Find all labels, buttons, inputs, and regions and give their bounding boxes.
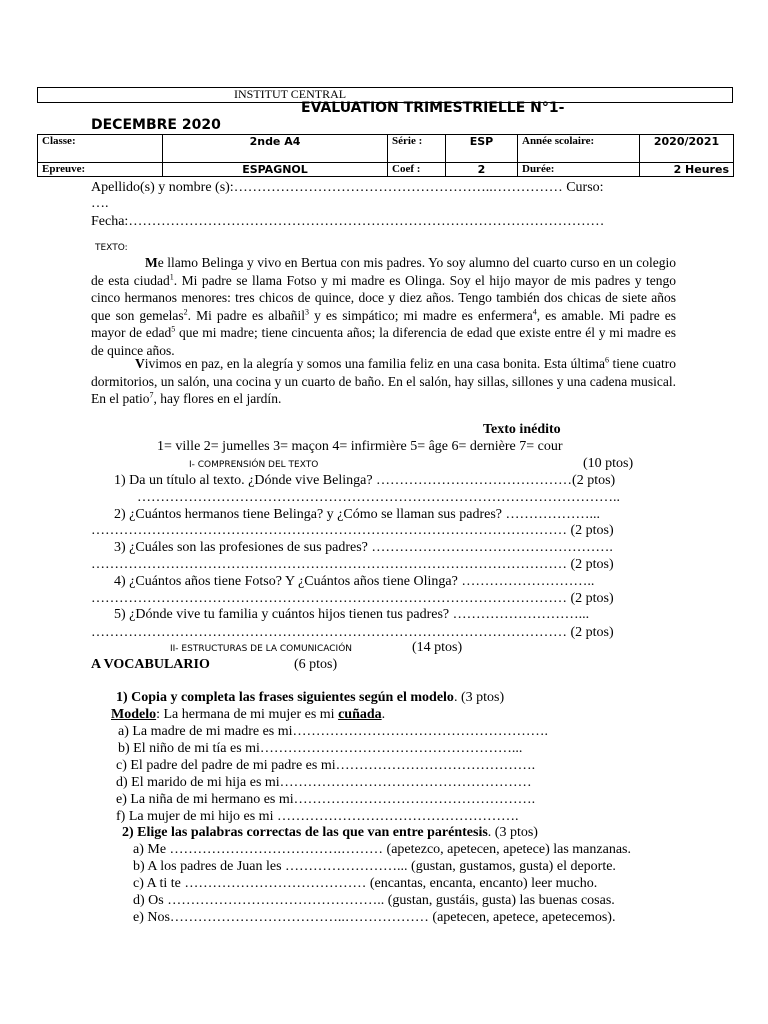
classe-value: 2nde A4 <box>163 135 388 163</box>
name-field-cont: …. <box>91 196 109 211</box>
ex1-item-e[interactable]: e) La niña de mi hermano es mi……………………………………………. <box>116 792 536 807</box>
ex2-item-d[interactable]: d) Os ……………………………………….. (gustan, gustáis, gusta) las buenas cosas. <box>133 893 615 908</box>
header-table <box>37 134 734 177</box>
ex2-item-c[interactable]: c) A ti te ………………………………… (encantas, encanta, encanto) leer mucho. <box>133 876 598 891</box>
dropcap-v: V <box>135 356 145 371</box>
question-1: 1) Da un título al texto. ¿Dónde vive Belinga? ……………………………………(2 ptos) <box>114 473 616 488</box>
date-field-line[interactable]: Fecha:………………………………………………………………………………………… <box>91 214 605 229</box>
question-4: 4) ¿Cuántos años tiene Fotso? Y ¿Cuántos años tiene Olinga? ……………………….. <box>114 574 595 589</box>
exam-title: EVALUATION TRIMESTRIELLE N°1- <box>301 100 565 116</box>
epreuve-label: Epreuve: <box>38 163 163 177</box>
institute-name: INSTITUT CENTRAL <box>234 87 347 101</box>
answer-line-3[interactable]: ………………………………………………………………………………………… (2 ptos) <box>91 557 614 572</box>
text-paragraph-1: Me llamo Belinga y vivo en Bertua con mis padres. Yo soy alumno del cuarto curso en un colegio de esta ciudad$^1$. Mi padre se llama Fotso y mi madre es Olinga. Soy el hijo mayor de mis padres y tengo cinco hermanos menores: tres chicos de quince, doce y diez años. Tengo también dos chicas de siete años que son gemelas$^2$. Mi padre es albañil$^3$ y es simpático; mi madre es enfermera$^4$, es amable. Mi padre es mayor de edad$^5$ que mi madre; tiene cincuenta años; la diferencia de edad que existe entre él y mi madre es de quince años. <box>91 255 677 358</box>
name-field-line[interactable]: Apellido(s) y nombre (s):………………………………………………..…………… Curso: <box>91 180 604 195</box>
epreuve-value: ESPAGNOL <box>163 163 388 177</box>
exercise-1-model: Modelo: La hermana de mi mujer es mi cuñada. <box>111 707 386 722</box>
part1-points: (10 ptos) <box>583 456 634 471</box>
annee-value: 2020/2021 <box>640 135 734 163</box>
glossary: 1= ville 2= jumelles 3= maçon 4= infirmière 5= âge 6= dernière 7= cour <box>157 439 563 454</box>
vocab-points: (6 ptos) <box>294 657 338 672</box>
ex1-item-f[interactable]: f) La mujer de mi hijo es mi ……………………………………………. <box>116 809 519 824</box>
answer-line-5[interactable]: ………………………………………………………………………………………… (2 ptos) <box>91 625 614 640</box>
coef-value: 2 <box>446 163 518 177</box>
exam-date: DECEMBRE 2020 <box>91 117 221 133</box>
exercise-2-title: 2) Elige las palabras correctas de las que van entre paréntesis. (3 ptos) <box>122 825 538 840</box>
ex2-item-e[interactable]: e) Nos………………………………..……………… (apetecen, apetece, apetecemos). <box>133 910 616 925</box>
duree-label: Durée: <box>518 163 640 177</box>
dropcap-m: M <box>145 255 158 270</box>
question-2: 2) ¿Cuántos hermanos tiene Belinga? y ¿Cómo se llaman sus padres? ………………... <box>114 507 601 522</box>
annee-label: Année scolaire: <box>518 135 640 163</box>
ex1-item-d[interactable]: d) El marido de mi hija es mi……………………………………………… <box>116 775 532 790</box>
ex1-item-a[interactable]: a) La madre de mi madre es mi………………………………………………. <box>118 724 549 739</box>
texto-label: TEXTO: <box>95 243 128 253</box>
answer-line-1[interactable]: ………………………………………………………………………………………….. <box>137 490 620 505</box>
ex2-item-a[interactable]: a) Me ……………………………….……… (apetezco, apetecen, apetece) las manzanas. <box>133 842 631 857</box>
ex1-item-b[interactable]: b) El niño de mi tía es mi………………………………………………... <box>118 741 523 756</box>
ex2-item-b[interactable]: b) A los padres de Juan les ……………………... (gustan, gustamos, gusta) el deporte. <box>133 859 616 874</box>
ex1-item-c[interactable]: c) El padre del padre de mi padre es mi……………………………………. <box>116 758 536 773</box>
text-paragraph-2: Vivimos en paz, en la alegría y somos una familia feliz en una casa bonita. Esta última$^6$ tiene cuatro dormitorios, un salón, una cocina y un cuarto de baño. En el salón, hay sillas, sillones y una cadena musical. En el patio$^7$, hay flores en el jardín. <box>91 355 676 406</box>
answer-line-2[interactable]: ………………………………………………………………………………………… (2 ptos) <box>91 523 614 538</box>
part2-heading: II- ESTRUCTURAS DE LA COMUNICACIÓN <box>170 644 353 654</box>
duree-value: 2 Heures <box>640 163 734 177</box>
exercise-1-title: 1) Copia y completa las frases siguientes según el modelo. (3 ptos) <box>116 690 505 705</box>
answer-line-4[interactable]: ………………………………………………………………………………………… (2 ptos) <box>91 591 614 606</box>
vocab-title: A VOCABULARIO <box>91 657 210 672</box>
part1-heading: I- COMPRENSIÓN DEL TEXTO <box>189 460 319 470</box>
question-3: 3) ¿Cuáles son las profesiones de sus padres? ……………………………………………. <box>114 540 613 555</box>
serie-value: ESP <box>446 135 518 163</box>
part2-points: (14 ptos) <box>412 640 463 655</box>
serie-label: Série : <box>388 135 446 163</box>
classe-label: Classe: <box>38 135 163 163</box>
text-source: Texto inédito <box>483 422 561 437</box>
coef-label: Coef : <box>388 163 446 177</box>
question-5: 5) ¿Dónde vive tu familia y cuántos hijos tienen tus padres? ………………………... <box>114 607 590 622</box>
